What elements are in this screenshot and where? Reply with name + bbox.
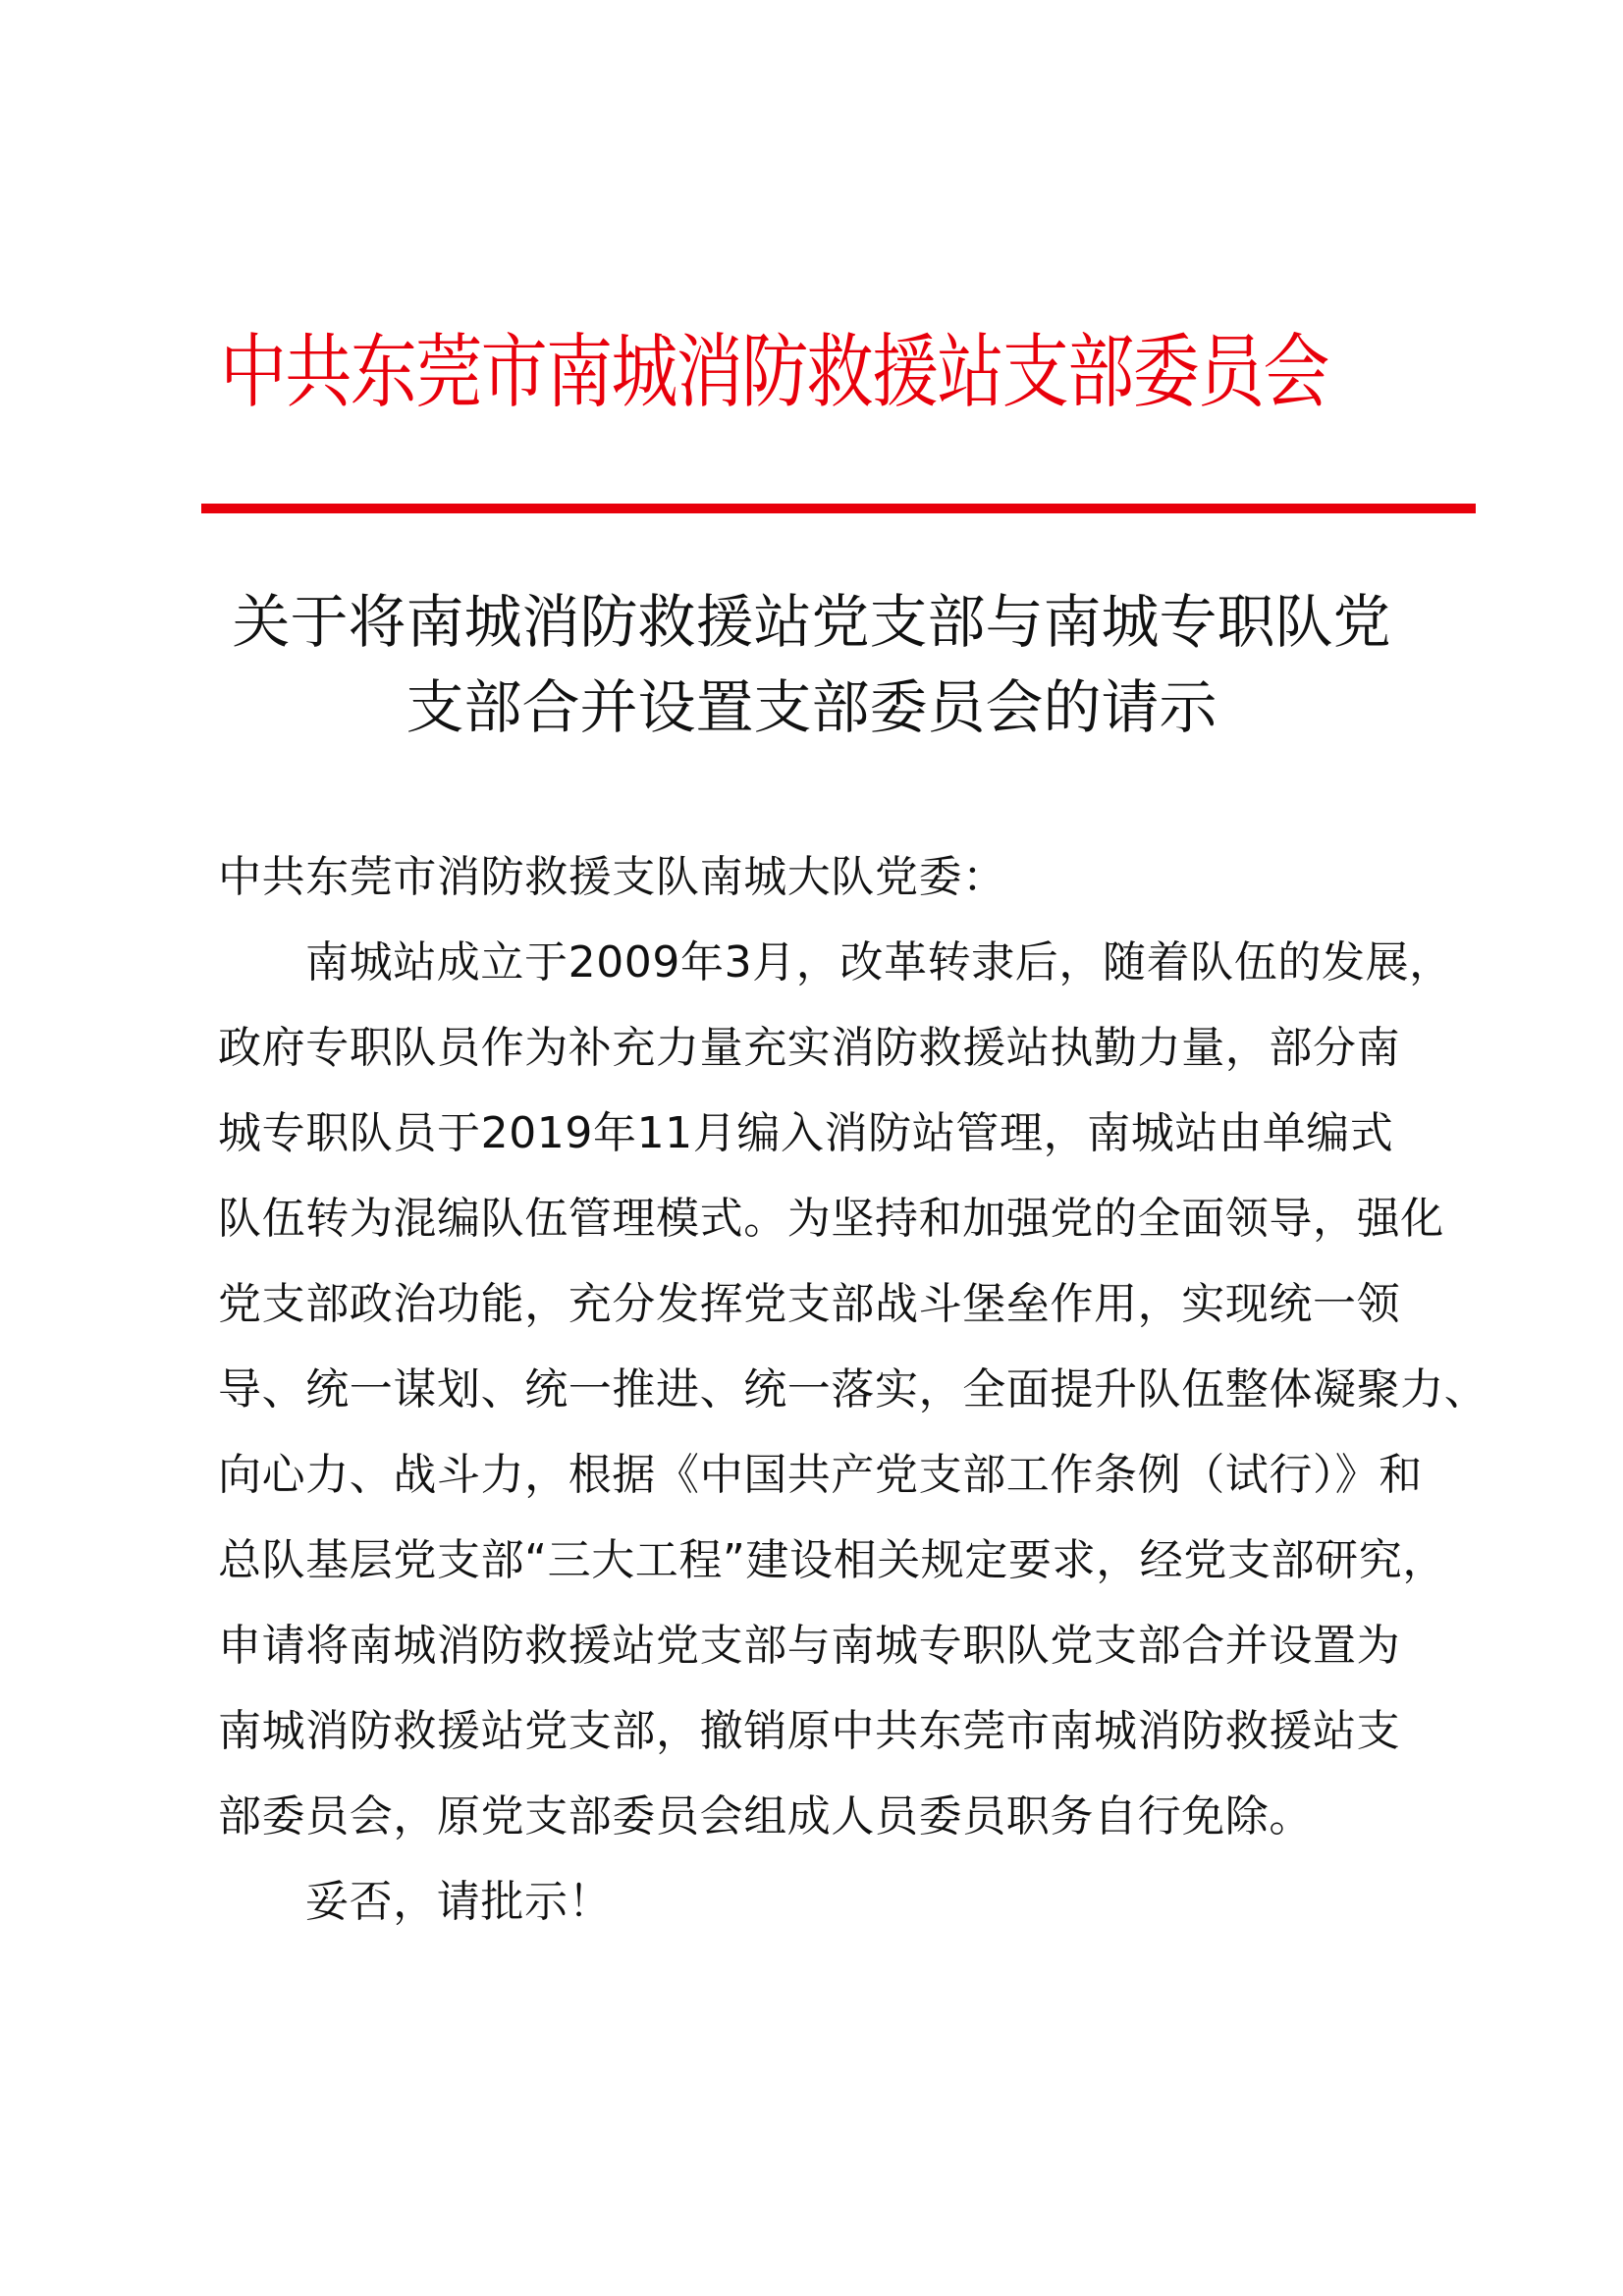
body-line: 南城站成立于2009年3月，改革转隶后，随着队伍的发展， (305, 937, 1453, 988)
body-line: 政府专职队员作为补充力量充实消防救援站执勤力量，部分南 (218, 1023, 1401, 1073)
document-title-line-1: 关于将南城消防救援站党支部与南城专职队党 (232, 588, 1391, 656)
addressee: 中共东莞市消防救援支队南城大队党委： (218, 852, 1006, 902)
issuing-organization-header: 中共东莞市南城消防救援站支部委员会 (220, 326, 1328, 419)
body-line: 申请将南城消防救援站党支部与南城专职队党支部合并设置为 (218, 1621, 1401, 1671)
body-line: 部委员会，原党支部委员会组成人员委员职务自行免除。 (218, 1791, 1313, 1842)
body-line: 总队基层党支部“三大工程”建设相关规定要求，经党支部研究， (218, 1535, 1446, 1585)
closing-request: 妥否，请批示！ (305, 1877, 613, 1927)
body-line: 城专职队员于2019年11月编入消防站管理，南城站由单编式 (218, 1108, 1394, 1158)
red-header-divider (201, 504, 1476, 513)
body-line: 南城消防救援站党支部，撤销原中共东莞市南城消防救援站支 (218, 1706, 1401, 1756)
body-line: 导、统一谋划、统一推进、统一落实，全面提升队伍整体凝聚力、 (218, 1364, 1488, 1415)
body-line: 向心力、战斗力，根据《中国共产党支部工作条例（试行）》和 (218, 1450, 1423, 1500)
body-line: 队伍转为混编队伍管理模式。为坚持和加强党的全面领导，强化 (218, 1194, 1444, 1244)
document-title-line-2: 支部合并设置支部委员会的请示 (406, 673, 1217, 741)
body-line: 党支部政治功能，充分发挥党支部战斗堡垒作用，实现统一领 (218, 1279, 1401, 1329)
